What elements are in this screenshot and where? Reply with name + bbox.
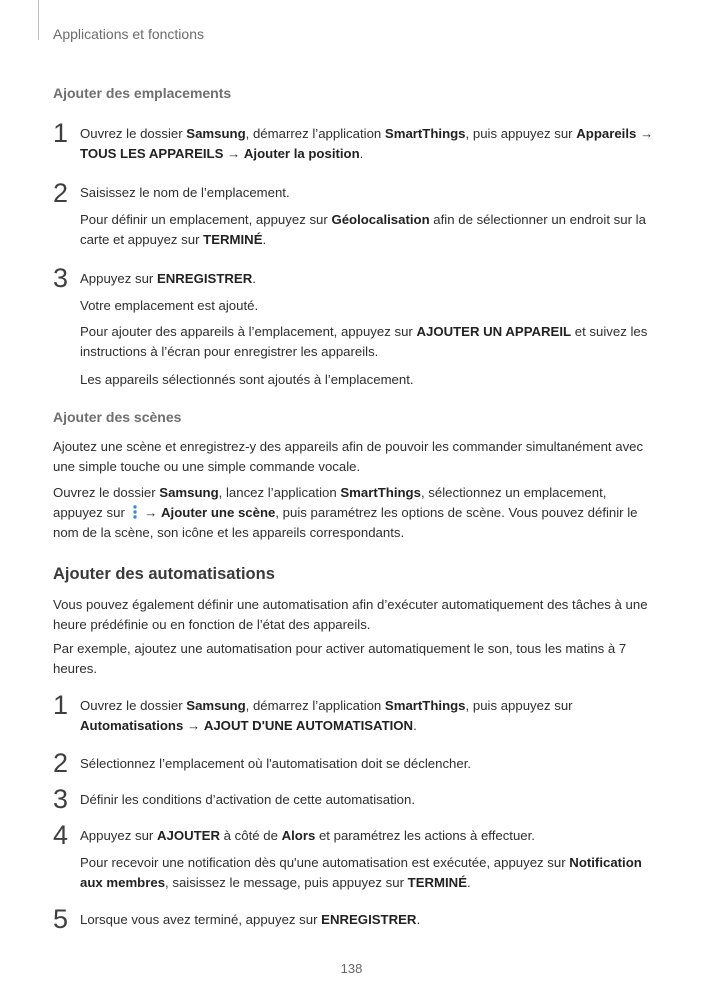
step-number: 1 [53, 118, 69, 148]
step-text: Définir les conditions d’activation de cette automatisation. [80, 792, 415, 807]
paragraph: Par exemple, ajoutez une automatisation pour activer automatiquement le son, tous les matins à 7 heures. [53, 641, 627, 676]
section-title-scenes: Ajouter des scènes [53, 409, 182, 425]
step-note: Votre emplacement est ajouté. [80, 298, 259, 313]
step-text: Sélectionnez l’emplacement où l'automatisation doit se déclencher. [80, 756, 472, 771]
step-note: Les appareils sélectionnés sont ajoutés à l’emplacement. [80, 372, 414, 387]
step-number: 2 [53, 178, 69, 208]
section-title-locations: Ajouter des emplacements [53, 85, 232, 101]
step-number: 4 [53, 820, 69, 850]
step-note: Pour définir un emplacement, appuyez sur Géolocalisation afin de sélectionner un endroit sur la carte et appuyez sur TERMINÉ. [80, 212, 646, 247]
paragraph: Ajoutez une scène et enregistrez-y des appareils afin de pouvoir les commander simultanément avec une simple touche ou une simple commande vocale. [53, 439, 644, 474]
step-text: Saisissez le nom de l’emplacement. [80, 185, 290, 200]
step-number: 1 [53, 690, 69, 720]
step-text: Appuyez sur ENREGISTRER. [80, 271, 256, 286]
step-number: 3 [53, 263, 69, 293]
page-number: 138 [340, 961, 363, 976]
step-number: 2 [53, 748, 69, 778]
header-divider [38, 0, 39, 40]
step-note: Pour ajouter des appareils à l’emplacement, appuyez sur AJOUTER UN APPAREIL et suivez les instructions à l’écran pour enregistrer les appareils. [80, 324, 648, 359]
section-title-automations: Ajouter des automatisations [53, 565, 275, 583]
step-text: Ouvrez le dossier Samsung, démarrez l’application SmartThings, puis appuyez sur Automatisations → AJOUT D'UNE AUTOMATISATION. [80, 698, 573, 733]
step-text: Ouvrez le dossier Samsung, démarrez l’application SmartThings, puis appuyez sur Appareils → TOUS LES APPAREILS → Ajouter la position. [80, 126, 654, 161]
page-header: Applications et fonctions [53, 26, 204, 42]
step-note: Pour recevoir une notification dès qu'une automatisation est exécutée, appuyez sur Notification aux membres, saisissez le message, puis appuyez sur TERMINÉ. [80, 855, 642, 890]
step-number: 3 [53, 784, 69, 814]
step-number: 5 [53, 904, 69, 934]
paragraph: Ouvrez le dossier Samsung, lancez l’application SmartThings, sélectionnez un emplacement, appuyez sur → Ajouter une scène, puis paramétrez les options de scène. Vous pouvez définir le nom de la scène, son icône et les appareils correspondants. [53, 485, 638, 540]
step-text: Lorsque vous avez terminé, appuyez sur ENREGISTRER. [80, 912, 421, 927]
step-text: Appuyez sur AJOUTER à côté de Alors et paramétrez les actions à effectuer. [80, 828, 535, 843]
more-options-icon [131, 504, 139, 520]
paragraph: Vous pouvez également définir une automatisation afin d’exécuter automatiquement des tâches à une heure prédéfinie ou en fonction de l’état des appareils. [53, 597, 648, 632]
